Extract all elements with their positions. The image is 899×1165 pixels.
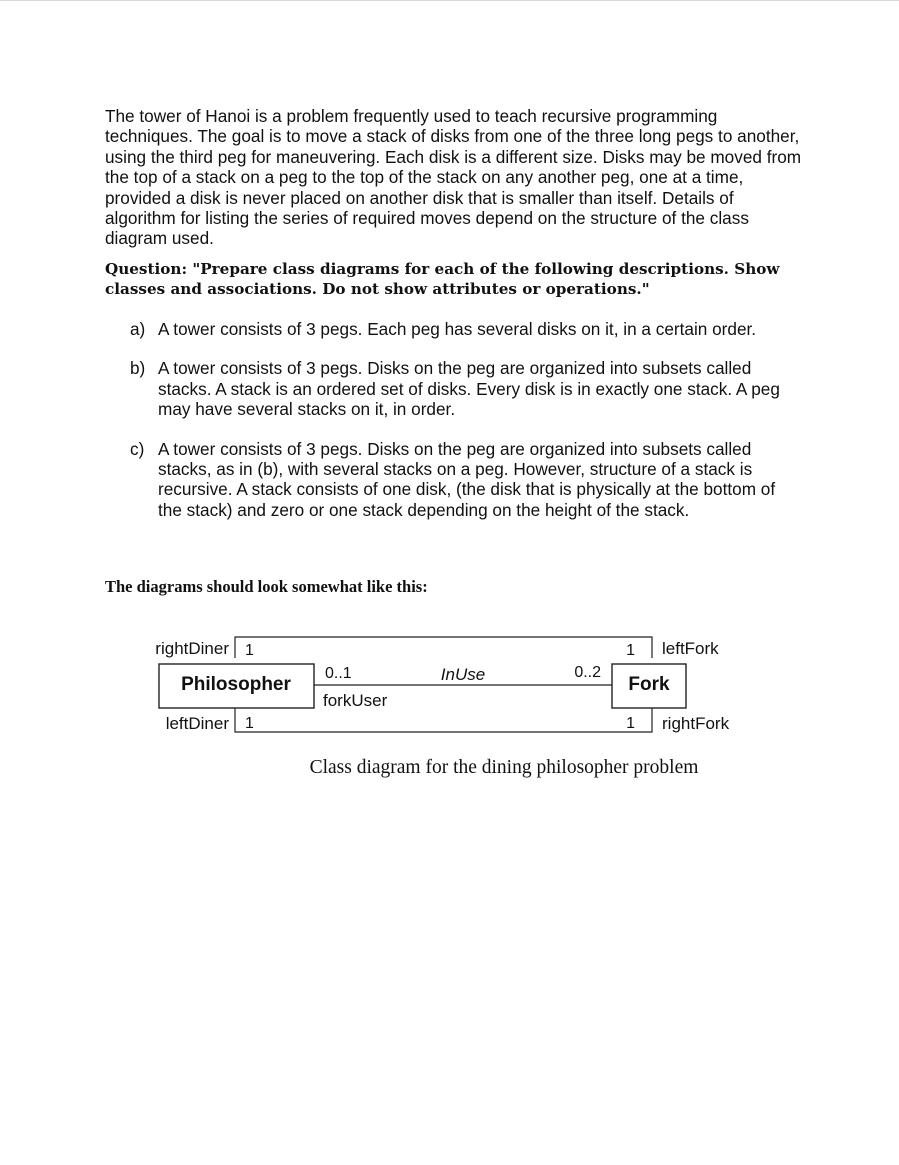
role-left-diner: leftDiner [165,714,229,733]
role-fork-user: forkUser [323,691,388,710]
role-left-fork: leftFork [662,639,719,658]
list-marker: a) [130,319,146,339]
list-item-text: A tower consists of 3 pegs. Disks on the peg are organized into subsets called stacks, as in (b), with several stacks on a peg. However, structure of a stack is recursive. A stack consists of one disk, (the disk that is physically at the bottom of the stack) and zero or one stack depending on the height of the stack. [158,438,776,520]
mult-fork-user: 0..1 [325,665,352,682]
top-rule [0,0,899,1]
philosopher-class-name: Philosopher [181,674,291,695]
role-right-diner: rightDiner [155,639,229,658]
description-list [130,319,790,539]
mult-right-diner: 1 [245,642,254,659]
question-text: Question: "Prepare class diagrams for each of the following descriptions. Show classes and associations. Do not show attributes or operations." [105,260,780,298]
mult-in-use: 0..2 [574,664,601,681]
list-item [130,358,790,419]
class-diagram [0,620,899,790]
association-name: InUse [440,665,486,684]
list-item-text: A tower consists of 3 pegs. Disks on the peg are organized into subsets called stacks. A stack is an ordered set of disks. Every disk is in exactly one stack. A peg may have several stacks on it, in order. [158,358,780,420]
mult-right-fork: 1 [626,715,635,732]
fork-class-name: Fork [628,674,670,695]
association-line-top [235,637,652,658]
list-item [130,439,790,521]
list-marker: b) [130,358,146,379]
diagram-caption: Class diagram for the dining philosopher problem [309,757,699,778]
list-marker: c) [130,438,145,459]
intro-paragraph: The tower of Hanoi is a problem frequently used to teach recursive programming techniques. The goal is to move a stack of disks from one of the three long pegs to another, using the third peg for maneuvering. Each disk is a different size. Disks may be moved from the top of a stack on a peg to the top of the stack on any another peg, one at a time, provided a disk is never placed on another disk that is smaller than itself. Details of algorithm for listing the series of required moves depend on the structure of the class diagram used. [105,106,802,249]
role-right-fork: rightFork [662,714,730,733]
list-item-text: A tower consists of 3 pegs. Each peg has several disks on it, in a certain order. [158,319,757,339]
diagram-subheading: The diagrams should look somewhat like this: [105,577,428,596]
association-line-bottom [235,708,652,732]
mult-left-fork: 1 [626,642,635,659]
list-item [130,319,790,339]
mult-left-diner: 1 [245,715,254,732]
